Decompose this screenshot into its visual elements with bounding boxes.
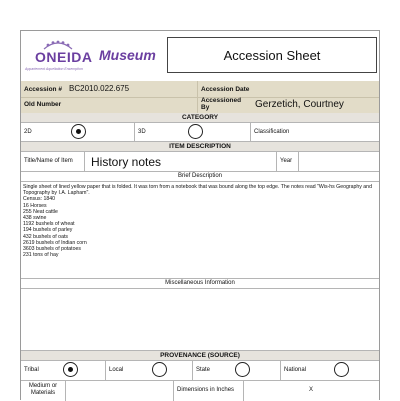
provenance-local-radio[interactable]	[152, 362, 167, 377]
provenance-heading: PROVENANCE (SOURCE)	[21, 351, 379, 360]
dimensions-separator: X	[309, 387, 314, 393]
radio-selected-dot	[76, 129, 81, 134]
item-description-heading: ITEM DESCRIPTION	[21, 142, 379, 151]
provenance-tribal-radio[interactable]	[63, 362, 78, 377]
title-value[interactable]: History notes	[91, 155, 162, 169]
category-2d-radio[interactable]	[71, 124, 86, 139]
category-heading: CATEGORY	[21, 113, 379, 122]
provenance-state-label: State	[196, 367, 211, 373]
accessioned-by-value[interactable]: Gerzetich, Courtney	[255, 99, 344, 110]
accession-sheet	[20, 30, 380, 400]
dimensions-label: Dimensions in Inches	[177, 387, 235, 393]
misc-info-value[interactable]	[23, 290, 377, 350]
provenance-state-radio[interactable]	[235, 362, 250, 377]
sheet-title-box	[167, 37, 377, 73]
medium-value[interactable]	[67, 382, 171, 399]
provenance-national-label: National	[284, 367, 307, 373]
accession-no-value[interactable]: BC2010.022.675	[69, 84, 130, 93]
title-label: Title/Name of Item	[24, 158, 73, 164]
year-value[interactable]	[301, 154, 377, 170]
logo-tagline: Appartement Aqueltation Ensemption	[25, 67, 83, 71]
old-number-label: Old Number	[24, 101, 62, 108]
provenance-local-label: Local	[109, 367, 124, 373]
category-3d-radio[interactable]	[188, 124, 203, 139]
accession-no-label: Accession #	[24, 86, 62, 93]
provenance-national-radio[interactable]	[334, 362, 349, 377]
radio-selected-dot	[68, 367, 73, 372]
brief-description-text[interactable]: Single sheet of lined yellow paper that is folded. It was torn from a notebook that was bound along the top edge. The notes read "Wis-hs Geography and Topography by I.A. Lapham". Census: 1840 16 Horses 255 Neat cattle 438 swine 1192 bushels of wheat 194 bushels of parley 432 bushels of oats 2619 bushels of Indian corn 3603 bushels of potatoes 231 tons of hay	[23, 184, 372, 259]
header-logo-area	[21, 31, 165, 79]
accession-date-label: Accession Date	[201, 86, 250, 93]
accessioned-by-label: Accessioned By	[201, 97, 242, 111]
year-label: Year	[280, 158, 293, 164]
museum-label: Museum	[99, 47, 156, 63]
sheet-title: Accession Sheet	[223, 47, 321, 63]
brief-description-label: Brief Description	[177, 173, 222, 179]
category-2d-label: 2D	[24, 129, 32, 135]
category-3d-label: 3D	[138, 129, 146, 135]
classification-value[interactable]	[311, 124, 377, 140]
classification-label: Classification	[254, 129, 290, 135]
medium-label: Medium or Materials	[28, 383, 58, 396]
misc-info-label: Miscellaneous Information	[165, 280, 235, 286]
logo-text: ONEIDA	[35, 49, 93, 65]
provenance-tribal-label: Tribal	[24, 367, 39, 373]
